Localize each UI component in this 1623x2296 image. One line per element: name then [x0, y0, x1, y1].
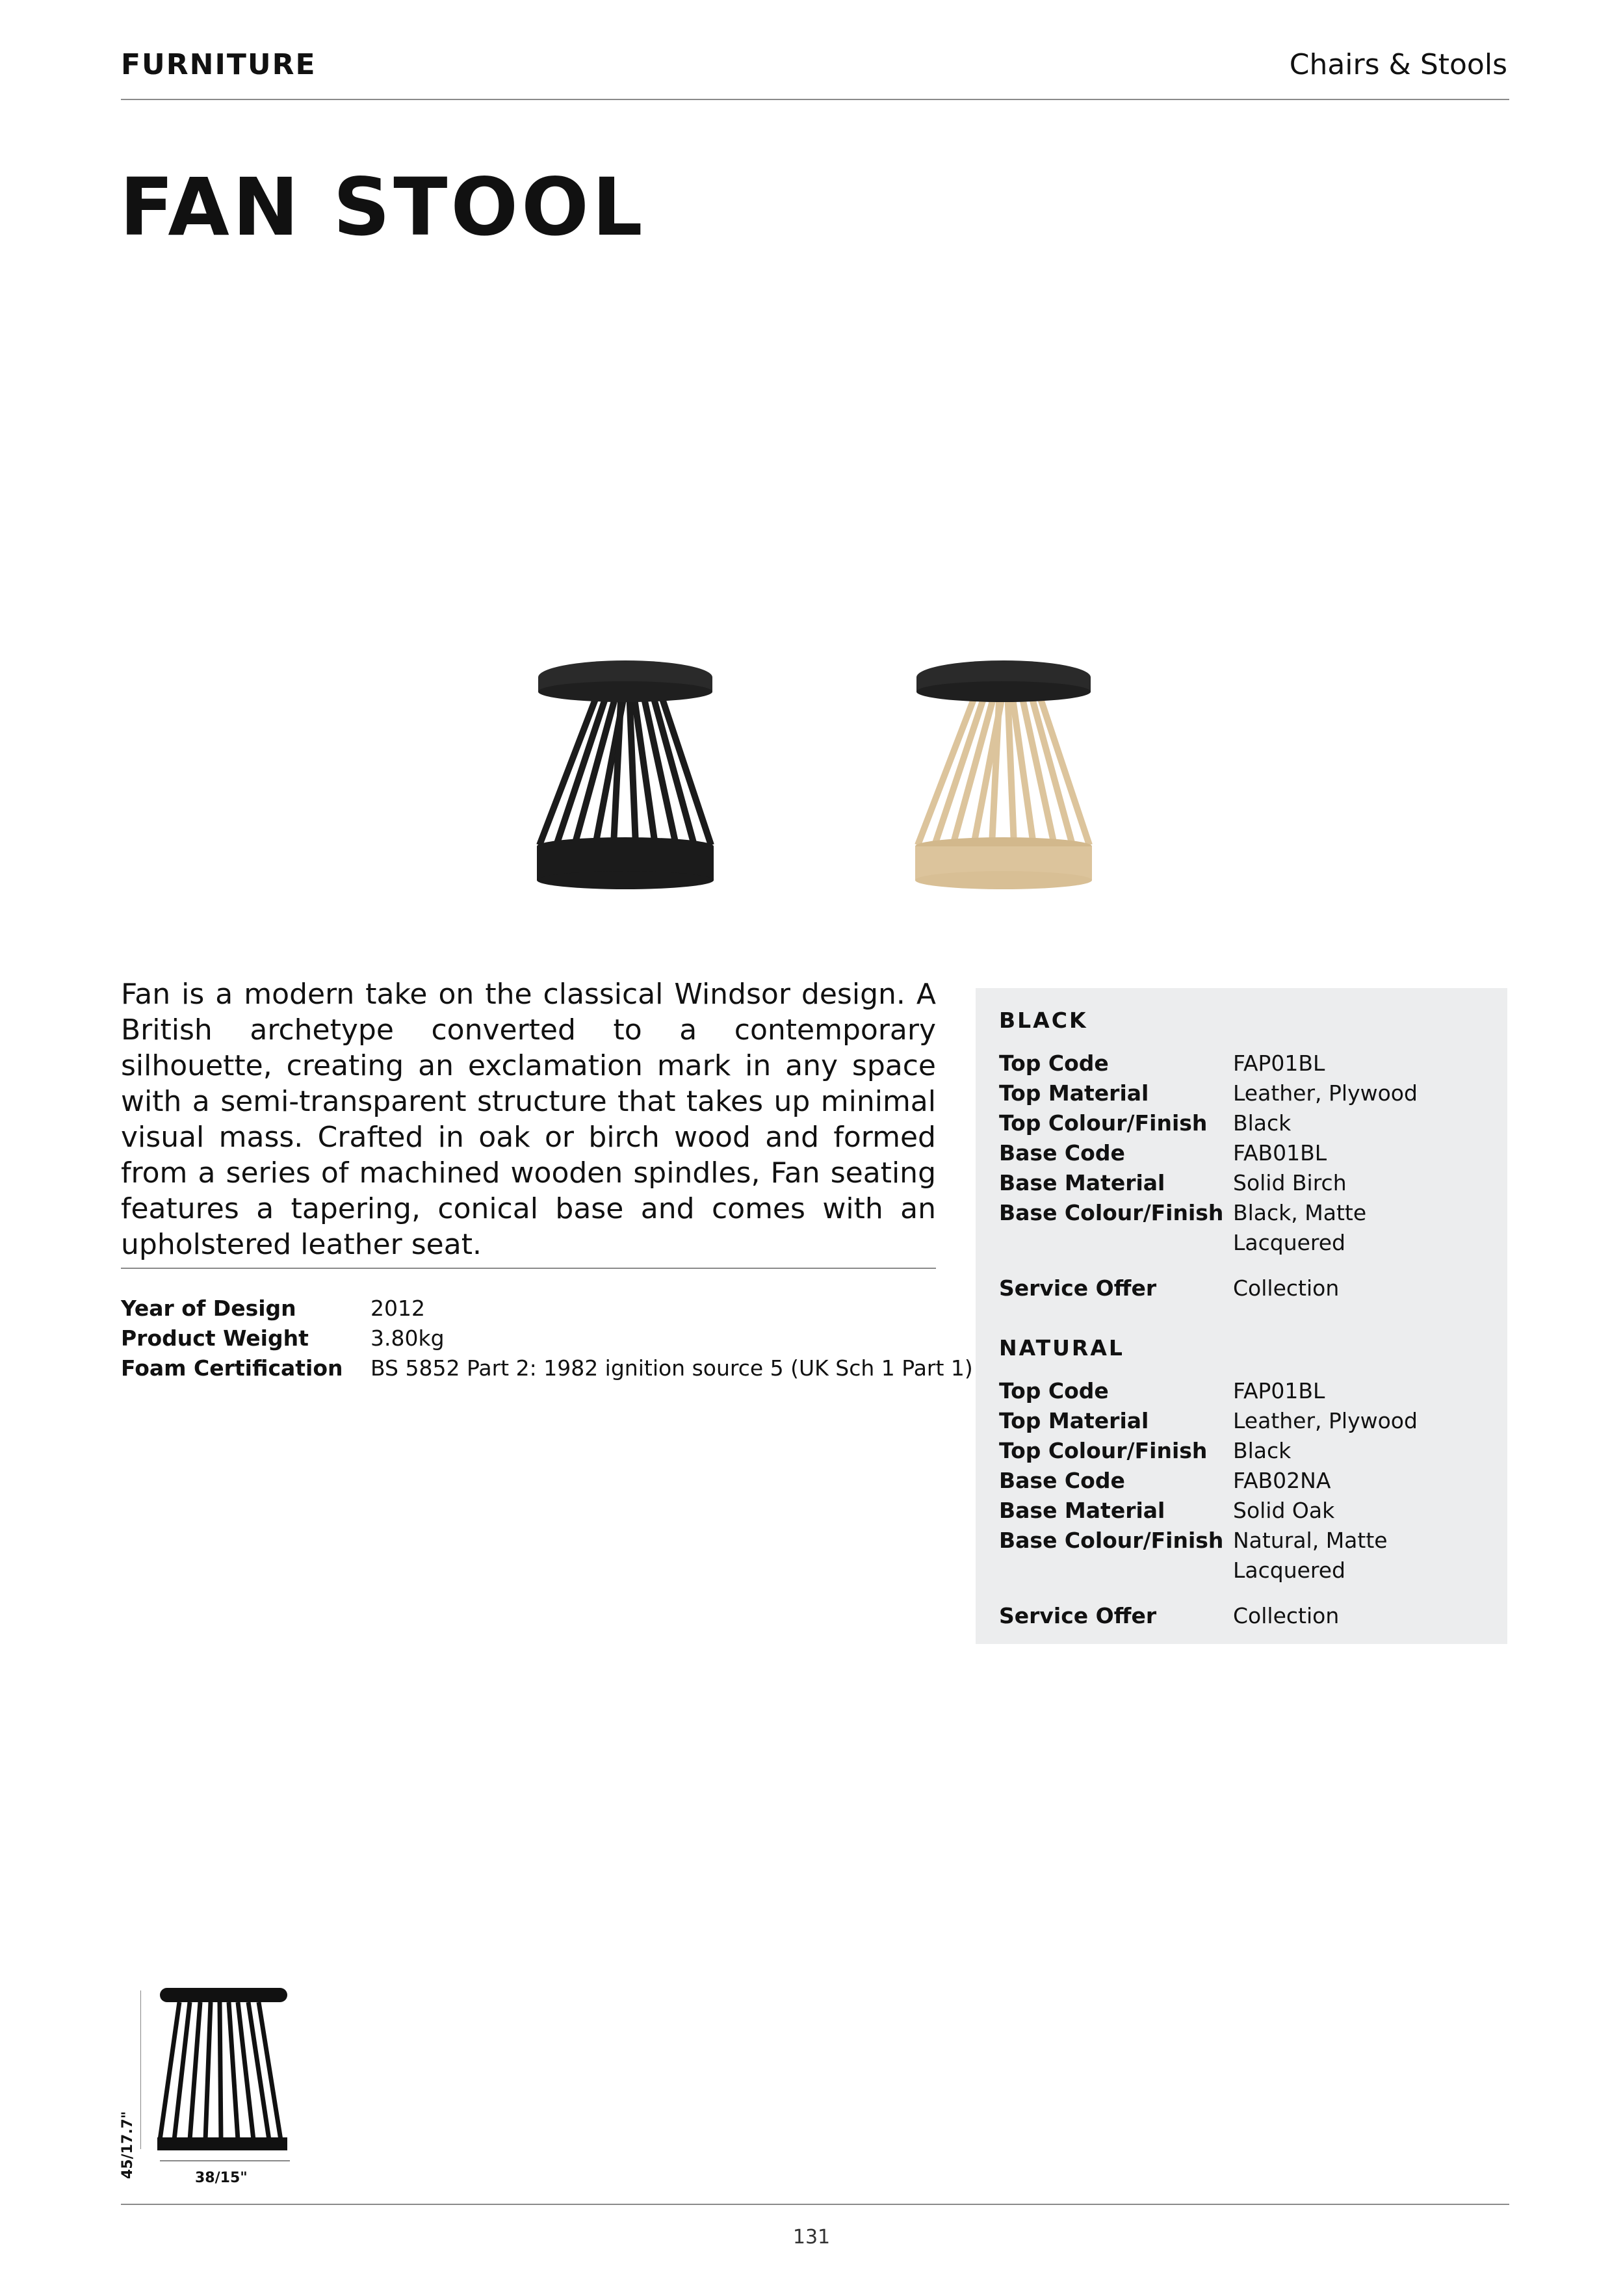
- spec-label: Base Code: [999, 1468, 1125, 1493]
- spec-value: Collection: [1233, 1275, 1340, 1301]
- spec-row: [999, 1078, 1484, 1108]
- spec-value: Leather, Plywood: [1233, 1080, 1418, 1106]
- spec-row: [999, 1198, 1484, 1258]
- product-description: Fan is a modern take on the classical Windsor design. A British archetype converted to a contemporary silhouette, creating an exclamation mark in any space with a semi-transparent structure that takes up minimal visual mass. Crafted in oak or birch wood and formed from a series of machined wooden spindles, Fan seating features a tapering, conical base and comes with an upholstered leather seat.: [121, 978, 936, 1261]
- header-divider: [121, 99, 1509, 100]
- fact-year-of-design: [121, 1294, 973, 1324]
- spec-panel-black: [976, 988, 1507, 1316]
- spec-row: [999, 1049, 1484, 1078]
- spec-row-service: [999, 1273, 1484, 1303]
- spec-value: Leather, Plywood: [1233, 1408, 1418, 1433]
- page-title: FAN STOOL: [120, 161, 646, 254]
- fact-value: 3.80kg: [370, 1325, 445, 1351]
- fact-value: 2012: [370, 1296, 425, 1321]
- fact-foam-certification: [121, 1353, 973, 1383]
- spec-value: Black: [1233, 1110, 1292, 1136]
- fact-label: Year of Design: [121, 1296, 296, 1321]
- drawing-seat: [160, 1988, 287, 2002]
- spec-row-service: [999, 1601, 1484, 1631]
- natural-stool-base: [918, 689, 1089, 845]
- height-dimension: [120, 2101, 146, 2179]
- product-photo-black: [528, 650, 723, 897]
- spec-row: [999, 1376, 1484, 1406]
- spec-value: FAB01BL: [1233, 1140, 1327, 1166]
- spec-row: [999, 1406, 1484, 1436]
- black-stool-base: [539, 689, 711, 845]
- fact-value: BS 5852 Part 2: 1982 ignition source 5 (UK Sch 1 Part 1): [370, 1355, 973, 1381]
- spec-row: [999, 1108, 1484, 1138]
- spec-label: Top Material: [999, 1080, 1149, 1106]
- spec-row: [999, 1436, 1484, 1466]
- description-divider: [121, 1268, 936, 1269]
- spec-value: Natural, Matte Lacquered: [1233, 1528, 1388, 1583]
- spec-row: [999, 1526, 1484, 1585]
- footer-divider: [121, 2204, 1509, 2205]
- spec-label: Base Code: [999, 1140, 1125, 1166]
- product-photo-natural: [906, 650, 1101, 897]
- spec-row: [999, 1138, 1484, 1168]
- spec-value: Black, Matte Lacquered: [1233, 1200, 1367, 1255]
- category-label: Chairs & Stools: [1289, 48, 1507, 81]
- section-label: FURNITURE: [121, 48, 317, 81]
- product-facts: [121, 1294, 973, 1383]
- spec-label: Base Material: [999, 1170, 1165, 1195]
- spec-value: Collection: [1233, 1603, 1340, 1628]
- spec-panel-natural: [976, 1316, 1507, 1644]
- fact-label: Foam Certification: [121, 1355, 343, 1381]
- spec-row: [999, 1466, 1484, 1496]
- spec-value: FAP01BL: [1233, 1050, 1325, 1076]
- fact-label: Product Weight: [121, 1325, 309, 1351]
- spec-row: [999, 1496, 1484, 1526]
- spec-label: Top Colour/Finish: [999, 1438, 1208, 1463]
- spec-label: Top Colour/Finish: [999, 1110, 1208, 1136]
- spec-value: Solid Oak: [1233, 1498, 1335, 1523]
- spec-label: Service Offer: [999, 1275, 1157, 1301]
- fact-product-weight: [121, 1324, 973, 1353]
- width-dimension-label: 38/15": [195, 2170, 248, 2186]
- spec-label: Top Code: [999, 1050, 1109, 1076]
- spec-label: Base Colour/Finish: [999, 1200, 1224, 1225]
- spec-label: Base Material: [999, 1498, 1165, 1523]
- spec-value: FAP01BL: [1233, 1378, 1325, 1403]
- dimension-drawing: [140, 1984, 296, 2179]
- spec-value: Black: [1233, 1438, 1292, 1463]
- drawing-ring: [157, 2137, 287, 2150]
- height-dimension-label: 45/17.7": [120, 2111, 136, 2179]
- spec-label: Top Code: [999, 1378, 1109, 1403]
- drawing-spindles: [160, 2002, 281, 2140]
- spec-label: Top Material: [999, 1408, 1149, 1433]
- spec-panel-title: BLACK: [999, 1008, 1088, 1033]
- spec-value: Solid Birch: [1233, 1170, 1347, 1195]
- spec-row: [999, 1168, 1484, 1198]
- spec-value: FAB02NA: [1233, 1468, 1331, 1493]
- spec-panel-title: NATURAL: [999, 1335, 1124, 1361]
- spec-label: Service Offer: [999, 1603, 1157, 1628]
- page-number: 131: [792, 2226, 831, 2249]
- spec-label: Base Colour/Finish: [999, 1528, 1224, 1553]
